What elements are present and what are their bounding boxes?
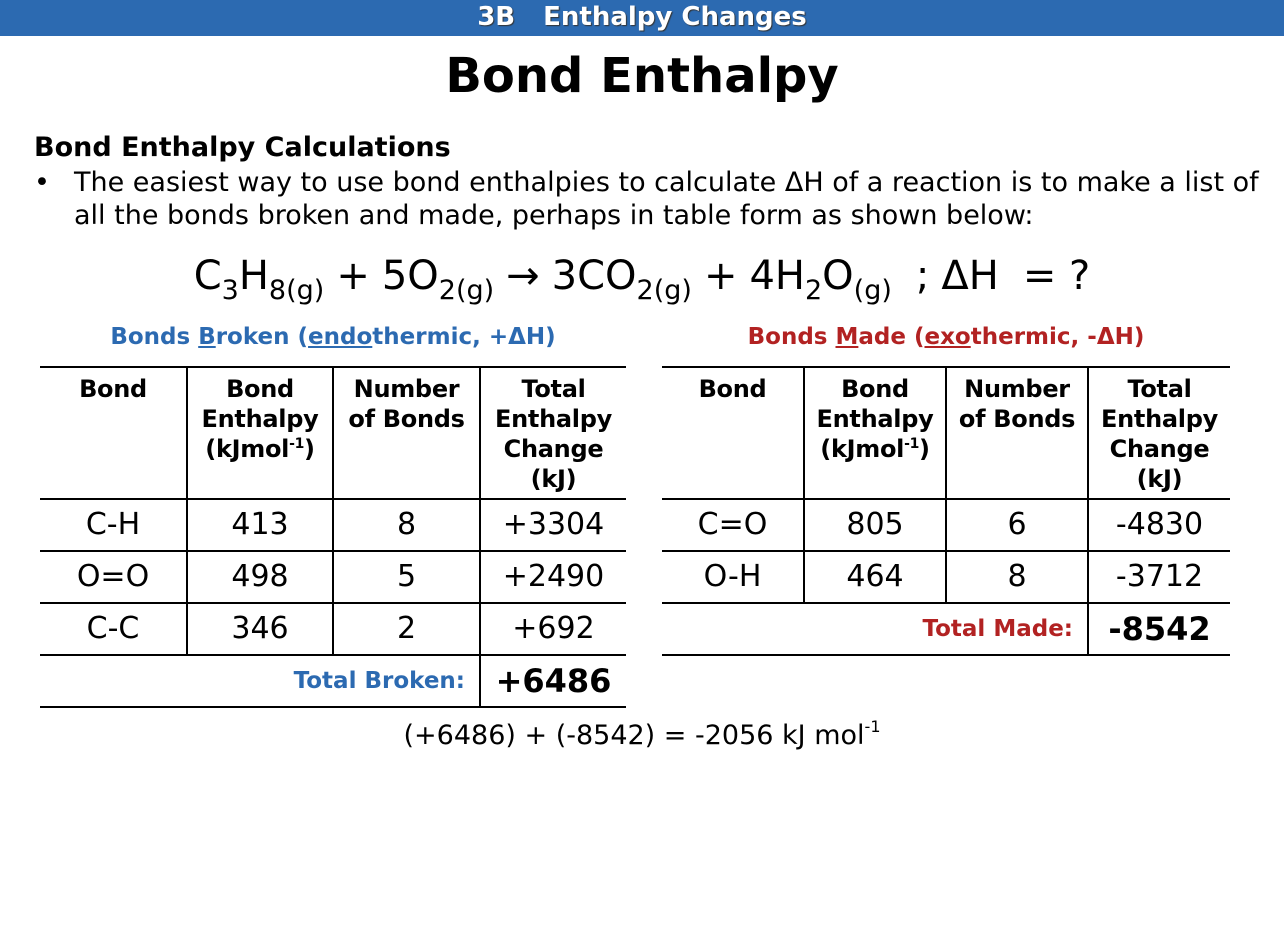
cell-enthalpy: 464 <box>804 551 946 603</box>
table-row <box>662 551 1230 603</box>
cell-total: +3304 <box>480 499 626 551</box>
col-total-header: Total Enthalpy Change (kJ) <box>1088 367 1230 499</box>
total-made-label: Total Made: <box>662 603 1088 655</box>
reaction-equation: $C_3H_{8(g)} + 5O_{2(g)} \to 3CO_{2(g)} + 4H_2O_{(g)}$ ; ΔH = ? <box>193 253 1091 306</box>
total-broken-label: Total Broken: <box>40 655 480 707</box>
header-code: 3B <box>477 2 516 32</box>
cell-bond: C-C <box>40 603 187 655</box>
cell-enthalpy: 498 <box>187 551 333 603</box>
table-row <box>40 499 626 551</box>
table-row <box>40 603 626 655</box>
header-bar <box>0 0 1284 36</box>
cell-total: -4830 <box>1088 499 1230 551</box>
cell-total: -3712 <box>1088 551 1230 603</box>
col-bond-header: Bond <box>662 367 804 499</box>
section-heading: Bond Enthalpy Calculations <box>34 132 451 163</box>
table-header-row <box>662 367 1230 499</box>
cell-bond: C=O <box>662 499 804 551</box>
table-header-row <box>40 367 626 499</box>
cell-bond: O-H <box>662 551 804 603</box>
cell-enthalpy: 805 <box>804 499 946 551</box>
page-title: Bond Enthalpy <box>445 48 839 104</box>
cell-total: +2490 <box>480 551 626 603</box>
cell-bond: C-H <box>40 499 187 551</box>
cell-number: 6 <box>946 499 1088 551</box>
cell-enthalpy: 413 <box>187 499 333 551</box>
bonds-made-table <box>662 366 1230 656</box>
table-row <box>662 499 1230 551</box>
cell-bond: O=O <box>40 551 187 603</box>
bullet-text: The easiest way to use bond enthalpies to calculate ΔH of a reaction is to make a list of all the bonds broken and made, perhaps in table form as shown below: <box>74 167 1259 231</box>
col-total-header: Total Enthalpy Change (kJ) <box>480 367 626 499</box>
header-title: Enthalpy Changes <box>543 2 807 32</box>
col-number-header: Number of Bonds <box>946 367 1088 499</box>
col-enthalpy-header: Bond Enthalpy (kJmol$^{-1}$) <box>804 367 946 499</box>
cell-number: 8 <box>946 551 1088 603</box>
total-made-value: -8542 <box>1088 603 1230 655</box>
cell-number: 2 <box>333 603 480 655</box>
cell-number: 5 <box>333 551 480 603</box>
col-number-header: Number of Bonds <box>333 367 480 499</box>
bonds-broken-table <box>40 366 626 708</box>
total-row <box>40 655 626 707</box>
bonds-made-caption: Bonds Made (exothermic, -ΔH) <box>747 324 1145 350</box>
cell-number: 8 <box>333 499 480 551</box>
result-equation: (+6486) + (-8542) = -2056 kJ mol$^{-1}$ <box>403 717 881 751</box>
bullet-icon: • <box>34 167 50 198</box>
col-bond-header: Bond <box>40 367 187 499</box>
bonds-broken-caption: Bonds Broken (endothermic, +ΔH) <box>110 324 556 350</box>
total-broken-value: +6486 <box>480 655 626 707</box>
total-row <box>662 603 1230 655</box>
table-row <box>40 551 626 603</box>
cell-enthalpy: 346 <box>187 603 333 655</box>
cell-total: +692 <box>480 603 626 655</box>
arrow-icon: → <box>506 253 540 299</box>
col-enthalpy-header: Bond Enthalpy (kJmol$^{-1}$) <box>187 367 333 499</box>
